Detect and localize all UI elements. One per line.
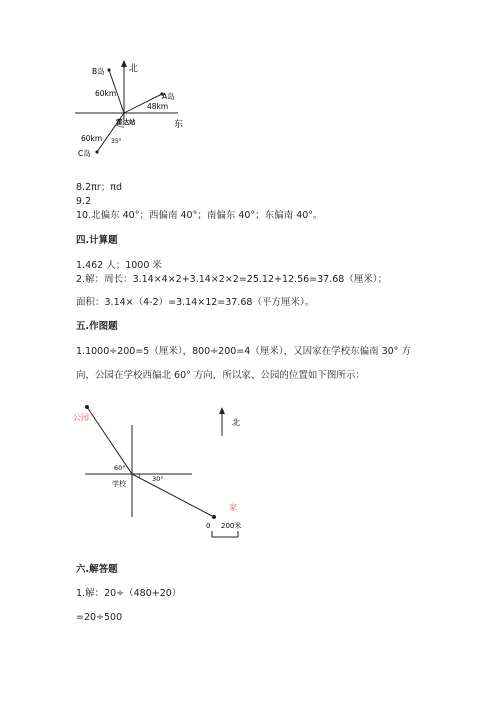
angle-60-label: 60° (114, 464, 126, 472)
section-5-line-1: 1.1000÷200=5（厘米），800÷200=4（厘米），又因家在学校东偏南 30° 方 (76, 346, 411, 357)
island-b-label: B岛 (92, 67, 105, 76)
dist-c-label: 60km (81, 134, 103, 143)
island-b-point (107, 68, 110, 71)
scale-length-label: 200米 (221, 522, 242, 530)
school-label: 学校 (112, 480, 126, 488)
map-north-label: 北 (232, 418, 240, 427)
dist-b-label: 60km (95, 89, 117, 98)
section-4-heading: 四.计算题 (76, 235, 118, 246)
east-label: 东 (174, 120, 184, 130)
angle-30-label: 30° (152, 475, 164, 483)
north-label: 北 (129, 64, 139, 74)
answer-9: 9.2 (76, 196, 92, 207)
island-c-point (95, 150, 98, 153)
park-label: 公园 (73, 413, 89, 422)
dist-a-label: 48km (147, 102, 169, 111)
school-home-line (132, 474, 214, 517)
location-map-diagram (70, 395, 260, 545)
map-north-arrow-icon (219, 407, 225, 414)
angle-label: 35° (111, 138, 122, 145)
section-5-heading: 五.作图题 (76, 321, 118, 332)
answer-10: 10.北偏东 40°；西偏南 40°；南偏东 40°；东偏南 40°。 (76, 210, 323, 221)
section-4-line-3: 面积：3.14×（4-2）=3.14×12=37.68（平方厘米）。 (76, 297, 315, 308)
park-point (85, 405, 89, 409)
island-a-label: A岛 (162, 92, 175, 101)
radar-diagram (70, 55, 200, 170)
home-point (212, 515, 216, 519)
island-c-label: C岛 (78, 149, 91, 158)
radar-station-label: 雷达站 (116, 118, 136, 126)
answer-8: 8.2πr；πd (76, 182, 122, 193)
section-6-heading: 六.解答题 (76, 564, 118, 575)
home-label: 家 (229, 503, 237, 512)
section-6-line-2: =20÷500 (76, 612, 123, 623)
section-6-line-1: 1.解：20÷（480+20） (76, 588, 182, 599)
north-arrow-icon (121, 60, 127, 67)
section-4-line-2: 2.解：周长：3.14×4×2+3.14×2×2=25.12+12.56=37.68（厘米）； (76, 274, 388, 285)
angle-arc (139, 474, 140, 478)
section-5-line-2: 向，公园在学校西偏北 60° 方向，所以家、公园的位置如下图所示： (76, 370, 365, 381)
scale-zero-label: 0 (206, 522, 211, 530)
section-4-line-1: 1.462 人；1000 米 (76, 260, 162, 271)
